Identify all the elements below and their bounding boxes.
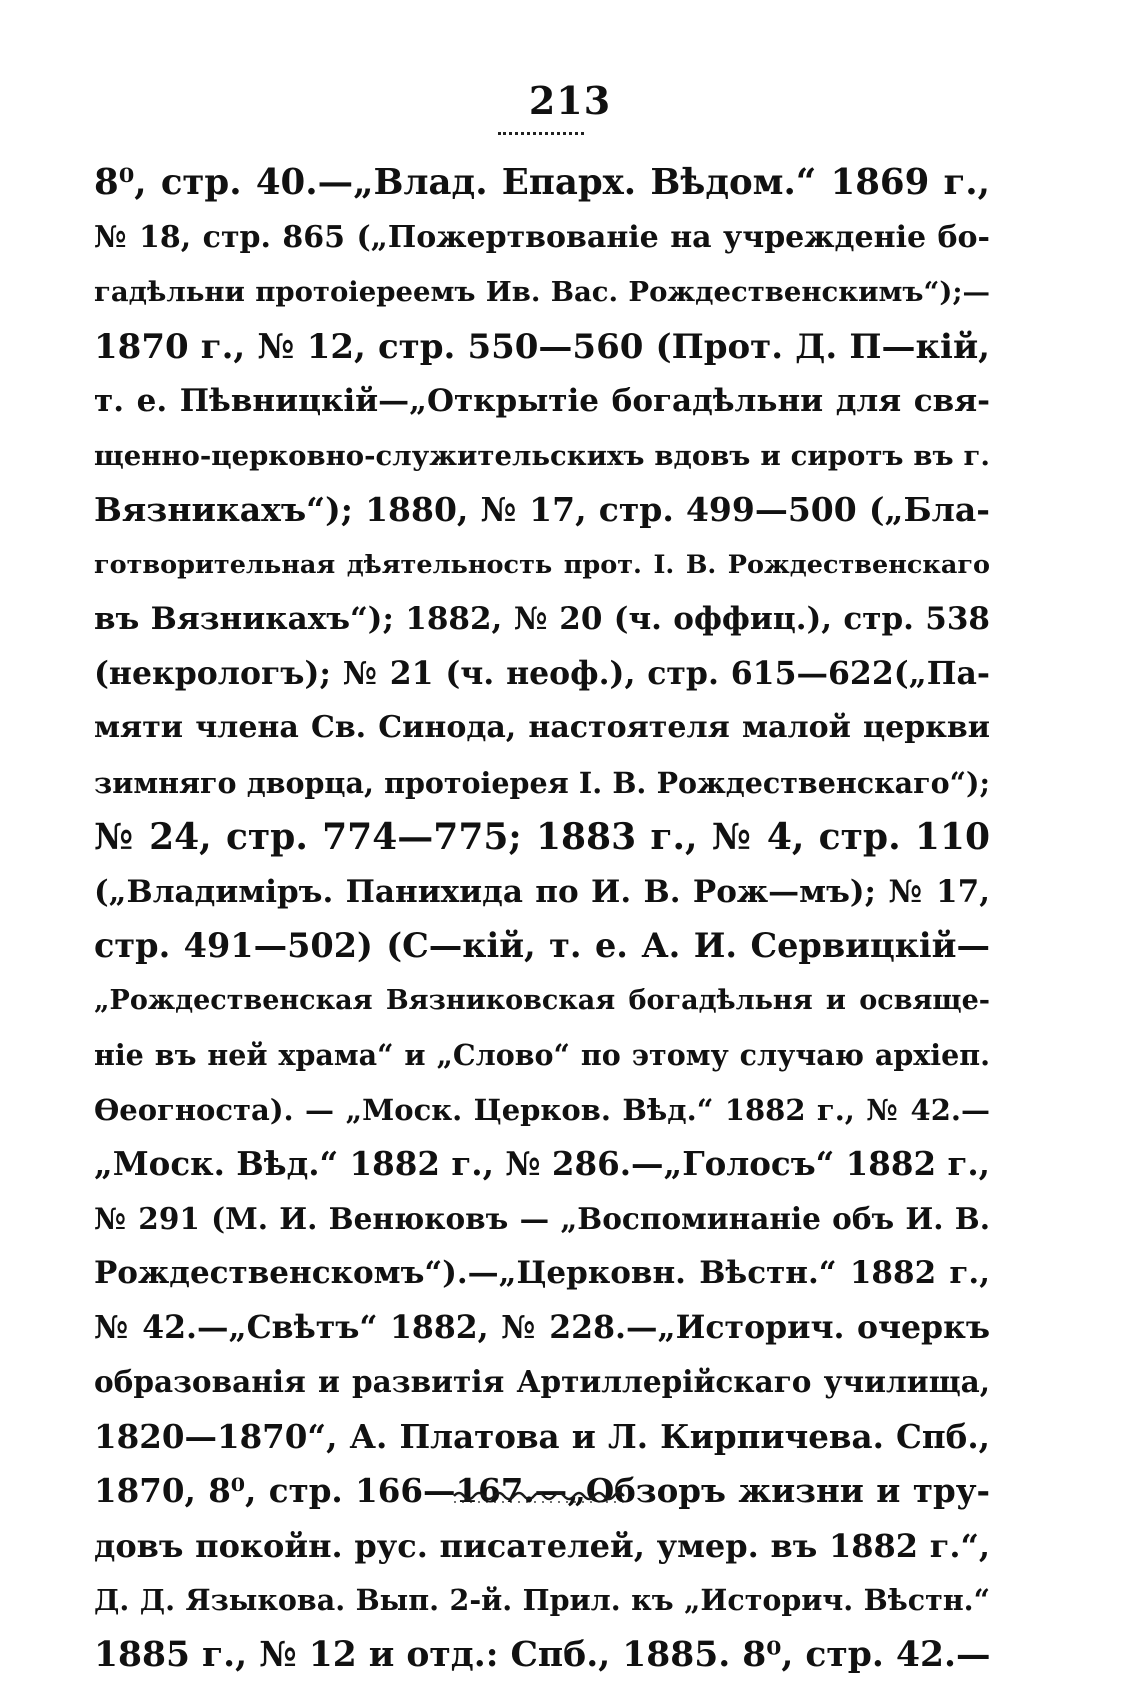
text-line: гадѣльни протоіереемъ Ив. Вас. Рождественскимъ“);— — [94, 265, 990, 320]
text-line: довъ покойн. рус. писателей, умер. въ 1882 г.“, — [94, 1519, 990, 1574]
text-line: Ѳеогноста). — „Моск. Церков. Вѣд.“ 1882 г., № 42.— — [94, 1083, 990, 1138]
text-line: Вязникахъ“); 1880, № 17, стр. 499—500 („Бла- — [94, 483, 990, 538]
text-line: мяти члена Св. Синода, настоятеля малой церкви — [94, 701, 990, 756]
text-line: № 291 (М. И. Венюковъ — „Воспоминаніе объ И. В. — [94, 1192, 990, 1247]
page-number: 213 — [0, 78, 1140, 123]
text-line: т. е. Пѣвницкій—„Открытіе богадѣльни для свя- — [94, 374, 990, 429]
text-line: Рождественскомъ“).—„Церковн. Вѣстн.“ 1882 г., — [94, 1246, 990, 1301]
text-line: („Владиміръ. Панихида по И. В. Рож—мъ); № 17, — [94, 865, 990, 920]
text-line: 1820—1870“, А. Платова и Л. Кирпичева. Спб., — [94, 1410, 990, 1465]
text-line: щенно-церковно-служительскихъ вдовъ и сиротъ въ г. — [94, 429, 990, 484]
page-number-rule — [498, 132, 584, 135]
text-line: 1870 г., № 12, стр. 550—560 (Прот. Д. П—кій, — [94, 320, 990, 375]
text-line: въ Вязникахъ“); 1882, № 20 (ч. оффиц.), стр. 538 — [94, 592, 990, 647]
text-line: 1885 г., № 12 и отд.: Спб., 1885. 8⁰, стр. 42.— — [94, 1628, 990, 1682]
text-line: № 18, стр. 865 („Пожертвованіе на учрежденіе бо- — [94, 211, 990, 266]
bibliography-paragraph — [94, 156, 990, 1682]
text-line: зимняго дворца, протоіерея І. В. Рождественскаго“); — [94, 756, 990, 811]
text-line: ніе въ ней храма“ и „Слово“ по этому случаю архіеп. — [94, 1028, 990, 1083]
text-line: (некрологъ); № 21 (ч. неоф.), стр. 615—622(„Па- — [94, 647, 990, 702]
text-line: 1870, 8⁰, стр. 166—167.—„Обзоръ жизни и тру- — [94, 1464, 990, 1519]
text-line: образованія и развитія Артиллерійскаго училища, — [94, 1355, 990, 1410]
text-line: 8⁰, стр. 40.—„Влад. Епарх. Вѣдом.“ 1869 г., — [94, 156, 990, 211]
text-line: „Моск. Вѣд.“ 1882 г., № 286.—„Голосъ“ 1882 г., — [94, 1137, 990, 1192]
text-line: № 24, стр. 774—775; 1883 г., № 4, стр. 110 — [94, 810, 990, 865]
text-line: „Рождественская Вязниковская богадѣльня и освяще- — [94, 974, 990, 1029]
text-line: стр. 491—502) (С—кій, т. е. А. И. Сервицкій— — [94, 919, 990, 974]
text-line: № 42.—„Свѣтъ“ 1882, № 228.—„Историч. очеркъ — [94, 1301, 990, 1356]
text-line: Д. Д. Языкова. Вып. 2-й. Прил. къ „Историч. Вѣстн.“ — [94, 1573, 990, 1628]
end-ornament-icon — [452, 1488, 632, 1512]
text-line: готворительная дѣятельность прот. І. В. Рождественскаго — [94, 538, 990, 593]
